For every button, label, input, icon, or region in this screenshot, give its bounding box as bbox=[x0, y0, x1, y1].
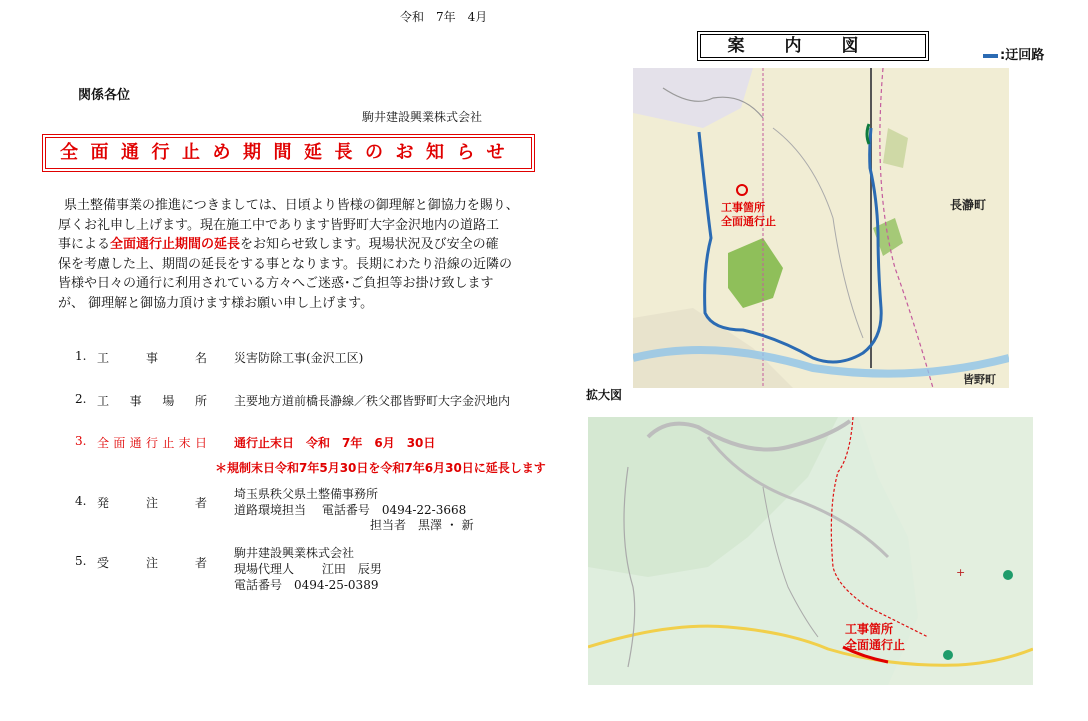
overview-site-label-2: 全面通行止 bbox=[721, 215, 776, 228]
notice-title: 全面通行止め期間延長のお知らせ bbox=[45, 137, 532, 169]
item-1-value: 災害防除工事(金沢工区) bbox=[234, 351, 364, 365]
item-5-value-line-1: 駒井建設興業株式会社 bbox=[234, 546, 355, 560]
item-4-value-line-1: 埼玉県秩父県土整備事務所 bbox=[234, 487, 379, 501]
item-3-label: 全 面 通 行 止 末 日 bbox=[97, 436, 207, 450]
svg-text:+: + bbox=[956, 566, 966, 579]
issue-date: 令和 7年 4月 bbox=[400, 10, 488, 24]
item-5-value-line-2: 現場代理人 江田 辰男 bbox=[234, 562, 382, 576]
guide-map-title: 案内図 bbox=[697, 31, 929, 61]
item-3-value: 通行止末日 令和 7年 6月 30日 bbox=[234, 436, 436, 450]
zoom-map bbox=[588, 417, 1033, 685]
item-5-number: 5. bbox=[75, 554, 87, 568]
zoom-site-label-2: 全面通行止 bbox=[845, 638, 906, 652]
item-3-number: 3. bbox=[75, 434, 87, 448]
extension-highlight: 全面通行止期間の延長 bbox=[110, 237, 241, 252]
body-line-6: が、 御理解と御協力頂けます様お願い申し上げます。 bbox=[58, 295, 374, 311]
body-line-4: 保を考慮した上、期間の延長をする事となります。長期にわたり沿線の近隣の bbox=[58, 256, 512, 272]
town-nagatoro: 長瀞町 bbox=[950, 198, 987, 212]
body-line-1: 県土整備事業の推進につきましては、日頃より皆様の御理解と御協力を賜り、 bbox=[64, 198, 519, 213]
item-1-number: 1. bbox=[75, 349, 87, 363]
item-2-value: 主要地方道前橋長瀞線／秩父郡皆野町大字金沢地内 bbox=[234, 394, 511, 408]
item-4-value-line-3: 担当者 黒澤 ・ 新 bbox=[370, 518, 474, 532]
overview-map bbox=[633, 68, 1009, 388]
recipient: 関係各位 bbox=[78, 88, 131, 103]
zoom-map-label: 拡大図 bbox=[586, 388, 623, 402]
item-5-value-line-3: 電話番号 0494-25-0389 bbox=[234, 578, 379, 592]
item-1-label: 工 事 名 bbox=[97, 351, 207, 365]
item-3-extension-note: ＊規制末日令和7年5月30日を令和7年6月30日に延長します bbox=[215, 461, 546, 475]
zoom-site-label-1: 工事箇所 bbox=[845, 622, 894, 636]
item-5-label: 受 注 者 bbox=[97, 556, 207, 570]
town-minano: 皆野町 bbox=[963, 373, 996, 386]
item-4-number: 4. bbox=[75, 494, 87, 508]
body-line-5: 皆様や日々の通行に利用されている方々へご迷惑･ご負担等お掛け致します bbox=[58, 276, 494, 291]
body-line-2: 厚くお礼申し上げます。現在施工中であります皆野町大字金沢地内の道路工 bbox=[58, 217, 499, 233]
detour-legend: :迂回路 bbox=[983, 44, 1044, 63]
detour-legend-swatch bbox=[983, 54, 998, 58]
item-4-value-line-2: 道路環境担当 電話番号 0494-22-3668 bbox=[234, 503, 467, 517]
overview-site-label-1: 工事箇所 bbox=[721, 201, 765, 214]
body-text bbox=[58, 196, 538, 313]
item-4-label: 発 注 者 bbox=[97, 496, 207, 510]
body-line-3: 事による全面通行止期間の延長をお知らせ致します。現場状況及び安全の確 bbox=[58, 237, 499, 252]
company-name: 駒井建設興業株式会社 bbox=[362, 110, 483, 124]
item-2-label: 工 事 場 所 bbox=[97, 394, 207, 408]
item-2-number: 2. bbox=[75, 392, 87, 406]
